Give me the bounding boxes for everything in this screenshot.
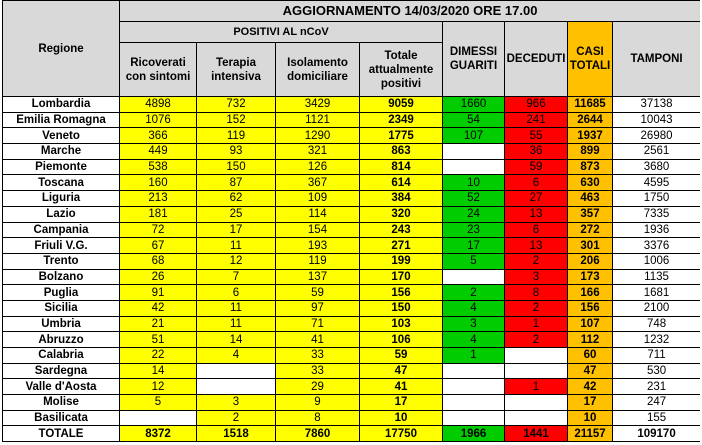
table-row	[3, 285, 701, 301]
cell-hospitalized: 12	[120, 379, 197, 395]
cell-recovered	[443, 410, 505, 426]
header-home: Isolamento domiciliare	[276, 43, 360, 97]
cell-deaths: 59	[505, 159, 568, 175]
cell-recovered: 24	[443, 206, 505, 222]
cell-region: Campania	[3, 222, 120, 238]
cell-intensive: 150	[197, 159, 276, 175]
cell-home: 41	[276, 332, 360, 348]
cell-region: Sardegna	[3, 363, 120, 379]
cell-total: 60	[568, 348, 613, 364]
cell-recovered: 1	[443, 348, 505, 364]
cell-current: 814	[360, 159, 443, 175]
table-row	[3, 144, 701, 160]
cell-hospitalized: 14	[120, 363, 197, 379]
cell-recovered	[443, 269, 505, 285]
cell-current: 863	[360, 144, 443, 160]
cell-current: 2349	[360, 112, 443, 128]
cell-region: Toscana	[3, 175, 120, 191]
cell-total: 1937	[568, 128, 613, 144]
cell-recovered: 10	[443, 175, 505, 191]
cell-recovered: 17	[443, 238, 505, 254]
cell-current: 9059	[360, 97, 443, 113]
cell-current: 170	[360, 269, 443, 285]
cell-deaths: 966	[505, 97, 568, 113]
cell-tests: 1681	[613, 285, 701, 301]
cell-home: 114	[276, 206, 360, 222]
cell-total: 272	[568, 222, 613, 238]
cell-region: Sicilia	[3, 300, 120, 316]
cell-current: 17	[360, 395, 443, 411]
cell-tests: 1750	[613, 191, 701, 207]
cell-intensive: 6	[197, 285, 276, 301]
table-row	[3, 395, 701, 411]
cell-tests: 711	[613, 348, 701, 364]
cell-total: 107	[568, 316, 613, 332]
cell-tests: 7335	[613, 206, 701, 222]
cell-intensive: 11	[197, 316, 276, 332]
cell-region: Piemonte	[3, 159, 120, 175]
cell-total: 156	[568, 300, 613, 316]
cell-deaths: 8	[505, 285, 568, 301]
cell-tests: 530	[613, 363, 701, 379]
cell-hospitalized: 42	[120, 300, 197, 316]
cell-region: Trento	[3, 253, 120, 269]
cell-home: 193	[276, 238, 360, 254]
cell-recovered	[443, 159, 505, 175]
cell-total: 47	[568, 363, 613, 379]
cell-intensive: 11	[197, 238, 276, 254]
cell-home: 29	[276, 379, 360, 395]
cell-total: 301	[568, 238, 613, 254]
table-row	[3, 191, 701, 207]
cell-region: Molise	[3, 395, 120, 411]
cell-recovered: 23	[443, 222, 505, 238]
cell-hospitalized: 5	[120, 395, 197, 411]
table-body	[3, 97, 701, 442]
cell-intensive: 62	[197, 191, 276, 207]
cell-tests: 4595	[613, 175, 701, 191]
table-row	[3, 128, 701, 144]
cell-region: Lazio	[3, 206, 120, 222]
cell-current: 41	[360, 379, 443, 395]
cell-tests: 26980	[613, 128, 701, 144]
cell-intensive: 7	[197, 269, 276, 285]
table-row	[3, 300, 701, 316]
cell-region: TOTALE	[3, 426, 120, 442]
cell-deaths	[505, 395, 568, 411]
cell-total: 21157	[568, 426, 613, 442]
cell-deaths	[505, 363, 568, 379]
header-tests: TAMPONI	[613, 22, 701, 97]
cell-hospitalized: 1076	[120, 112, 197, 128]
cell-region: Liguria	[3, 191, 120, 207]
cell-deaths	[505, 348, 568, 364]
cell-home: 71	[276, 316, 360, 332]
cell-total: 899	[568, 144, 613, 160]
cell-hospitalized: 21	[120, 316, 197, 332]
table-row	[3, 206, 701, 222]
cell-total: 10	[568, 410, 613, 426]
cell-deaths: 1	[505, 379, 568, 395]
cell-total: 463	[568, 191, 613, 207]
cell-home: 3429	[276, 97, 360, 113]
header-hospitalized: Ricoverati con sintomi	[120, 43, 197, 97]
cell-recovered	[443, 395, 505, 411]
totals-row	[3, 426, 701, 442]
table-row	[3, 112, 701, 128]
cell-region: Valle d'Aosta	[3, 379, 120, 395]
cell-hospitalized: 449	[120, 144, 197, 160]
cell-intensive: 4	[197, 348, 276, 364]
header-deaths: DECEDUTI	[505, 22, 568, 97]
cell-tests: 1006	[613, 253, 701, 269]
header-region: Regione	[3, 1, 120, 97]
cell-current: 384	[360, 191, 443, 207]
cell-tests: 1232	[613, 332, 701, 348]
table-row	[3, 332, 701, 348]
cell-current: 271	[360, 238, 443, 254]
cell-recovered	[443, 379, 505, 395]
cell-tests: 1135	[613, 269, 701, 285]
cell-hospitalized: 51	[120, 332, 197, 348]
cell-recovered: 107	[443, 128, 505, 144]
cell-deaths	[505, 410, 568, 426]
cell-current: 1775	[360, 128, 443, 144]
cell-deaths: 1441	[505, 426, 568, 442]
header-positives-group: POSITIVI AL nCoV	[120, 22, 443, 43]
cell-home: 1121	[276, 112, 360, 128]
cell-tests: 155	[613, 410, 701, 426]
cell-intensive: 17	[197, 222, 276, 238]
cell-hospitalized: 213	[120, 191, 197, 207]
cell-home: 33	[276, 363, 360, 379]
cell-deaths: 2	[505, 300, 568, 316]
table-row	[3, 159, 701, 175]
cell-hospitalized: 160	[120, 175, 197, 191]
cell-hospitalized: 538	[120, 159, 197, 175]
cell-current: 103	[360, 316, 443, 332]
cell-hospitalized: 26	[120, 269, 197, 285]
cell-recovered	[443, 363, 505, 379]
cell-tests: 2561	[613, 144, 701, 160]
cell-home: 137	[276, 269, 360, 285]
cell-intensive: 3	[197, 395, 276, 411]
cell-home: 33	[276, 348, 360, 364]
cell-region: Emilia Romagna	[3, 112, 120, 128]
table-row	[3, 97, 701, 113]
cell-hospitalized: 8372	[120, 426, 197, 442]
cell-total: 11685	[568, 97, 613, 113]
cell-tests: 231	[613, 379, 701, 395]
cell-intensive: 11	[197, 300, 276, 316]
table-row	[3, 410, 701, 426]
cell-total: 17	[568, 395, 613, 411]
cell-deaths: 3	[505, 269, 568, 285]
cell-home: 321	[276, 144, 360, 160]
cell-recovered: 4	[443, 332, 505, 348]
cell-region: Friuli V.G.	[3, 238, 120, 254]
cell-deaths: 1	[505, 316, 568, 332]
cell-home: 9	[276, 395, 360, 411]
cell-current: 10	[360, 410, 443, 426]
cell-intensive: 12	[197, 253, 276, 269]
cell-home: 97	[276, 300, 360, 316]
cell-home: 119	[276, 253, 360, 269]
cell-recovered: 52	[443, 191, 505, 207]
cell-total: 166	[568, 285, 613, 301]
cell-total: 42	[568, 379, 613, 395]
cell-recovered: 2	[443, 285, 505, 301]
cell-current: 320	[360, 206, 443, 222]
cell-tests: 37138	[613, 97, 701, 113]
cell-intensive: 87	[197, 175, 276, 191]
covid-table-sheet	[2, 0, 700, 445]
header-total: CASI TOTALI	[568, 22, 613, 97]
cell-total: 112	[568, 332, 613, 348]
cell-deaths: 6	[505, 222, 568, 238]
cell-total: 2644	[568, 112, 613, 128]
cell-total: 173	[568, 269, 613, 285]
cell-intensive: 2	[197, 410, 276, 426]
covid-table	[2, 0, 700, 442]
table-row	[3, 222, 701, 238]
cell-home: 59	[276, 285, 360, 301]
cell-region: Umbria	[3, 316, 120, 332]
cell-current: 150	[360, 300, 443, 316]
cell-region: Basilicata	[3, 410, 120, 426]
cell-region: Bolzano	[3, 269, 120, 285]
header-current: Totale attualmente positivi	[360, 43, 443, 97]
cell-current: 17750	[360, 426, 443, 442]
cell-deaths: 6	[505, 175, 568, 191]
cell-tests: 247	[613, 395, 701, 411]
cell-total: 630	[568, 175, 613, 191]
cell-hospitalized: 181	[120, 206, 197, 222]
cell-intensive: 14	[197, 332, 276, 348]
cell-intensive: 732	[197, 97, 276, 113]
cell-recovered: 5	[443, 253, 505, 269]
cell-intensive	[197, 363, 276, 379]
cell-deaths: 241	[505, 112, 568, 128]
cell-deaths: 2	[505, 253, 568, 269]
cell-tests: 2100	[613, 300, 701, 316]
header-intensive: Terapia intensiva	[197, 43, 276, 97]
cell-region: Puglia	[3, 285, 120, 301]
table-row	[3, 363, 701, 379]
cell-tests: 748	[613, 316, 701, 332]
cell-deaths: 13	[505, 206, 568, 222]
cell-deaths: 27	[505, 191, 568, 207]
cell-intensive: 93	[197, 144, 276, 160]
cell-home: 1290	[276, 128, 360, 144]
cell-home: 109	[276, 191, 360, 207]
cell-total: 357	[568, 206, 613, 222]
cell-current: 156	[360, 285, 443, 301]
cell-region: Abruzzo	[3, 332, 120, 348]
cell-home: 367	[276, 175, 360, 191]
cell-region: Marche	[3, 144, 120, 160]
cell-home: 8	[276, 410, 360, 426]
cell-hospitalized: 72	[120, 222, 197, 238]
cell-deaths: 55	[505, 128, 568, 144]
cell-tests: 3376	[613, 238, 701, 254]
table-row	[3, 269, 701, 285]
cell-total: 873	[568, 159, 613, 175]
cell-total: 206	[568, 253, 613, 269]
table-row	[3, 348, 701, 364]
cell-home: 154	[276, 222, 360, 238]
cell-tests: 3680	[613, 159, 701, 175]
cell-region: Veneto	[3, 128, 120, 144]
table-row	[3, 316, 701, 332]
cell-current: 614	[360, 175, 443, 191]
cell-region: Lombardia	[3, 97, 120, 113]
cell-deaths: 2	[505, 332, 568, 348]
cell-hospitalized: 67	[120, 238, 197, 254]
cell-tests: 1936	[613, 222, 701, 238]
cell-intensive: 1518	[197, 426, 276, 442]
cell-hospitalized: 22	[120, 348, 197, 364]
cell-hospitalized: 4898	[120, 97, 197, 113]
cell-intensive: 119	[197, 128, 276, 144]
cell-recovered: 1660	[443, 97, 505, 113]
cell-recovered: 4	[443, 300, 505, 316]
cell-intensive: 152	[197, 112, 276, 128]
cell-tests: 10043	[613, 112, 701, 128]
cell-region: Calabria	[3, 348, 120, 364]
cell-hospitalized: 91	[120, 285, 197, 301]
cell-current: 199	[360, 253, 443, 269]
cell-recovered: 1966	[443, 426, 505, 442]
table-row	[3, 238, 701, 254]
cell-hospitalized: 366	[120, 128, 197, 144]
cell-recovered: 54	[443, 112, 505, 128]
cell-current: 106	[360, 332, 443, 348]
cell-intensive	[197, 379, 276, 395]
header-recovered: DIMESSI GUARITI	[443, 22, 505, 97]
cell-current: 47	[360, 363, 443, 379]
cell-recovered: 3	[443, 316, 505, 332]
table-row	[3, 175, 701, 191]
cell-deaths: 13	[505, 238, 568, 254]
cell-recovered	[443, 144, 505, 160]
cell-hospitalized	[120, 410, 197, 426]
cell-hospitalized: 68	[120, 253, 197, 269]
table-row	[3, 253, 701, 269]
update-title: AGGIORNAMENTO 14/03/2020 ORE 17.00	[120, 1, 701, 22]
table-row	[3, 379, 701, 395]
cell-current: 59	[360, 348, 443, 364]
cell-intensive: 25	[197, 206, 276, 222]
cell-current: 243	[360, 222, 443, 238]
cell-home: 126	[276, 159, 360, 175]
cell-tests: 109170	[613, 426, 701, 442]
cell-home: 7860	[276, 426, 360, 442]
cell-deaths: 36	[505, 144, 568, 160]
